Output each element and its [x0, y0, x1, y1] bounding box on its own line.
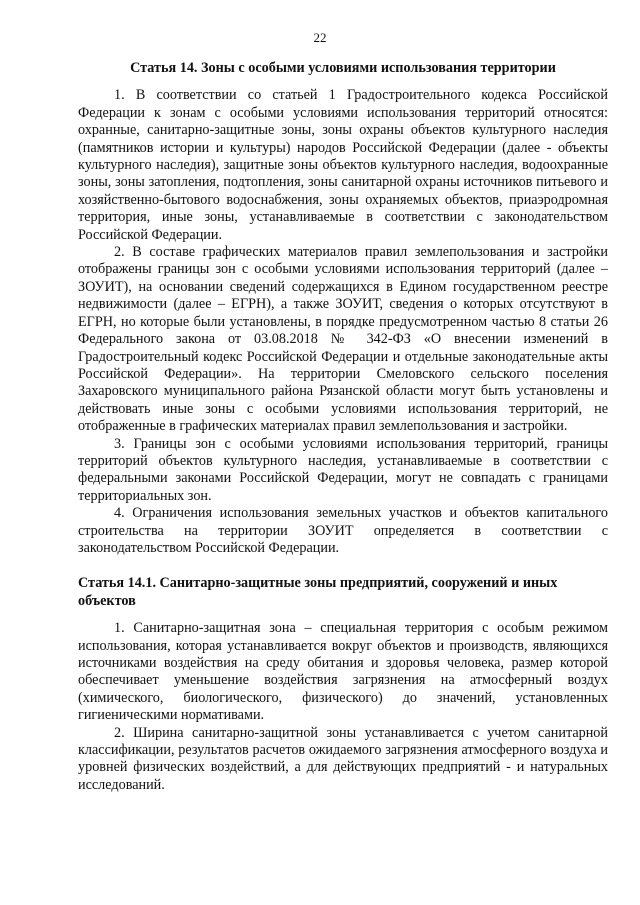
- article-14-paragraph-3: 3. Границы зон с особыми условиями использования территорий, границы территорий объектов культурного наследия, устанавливаемые в соответствии с федеральными законами Российской Федерации, могут не совпадать с границами территориальных зон.: [78, 435, 608, 504]
- article-14-paragraph-1: 1. В соответствии со статьей 1 Градостроительного кодекса Российской Федерации к зонам с особыми условиями использования территорий относятся: охранные, санитарно-защитные зоны, зоны охраны объектов культурного наследия (памятников истории и культуры) народов Российской Федерации (далее - объекты культурного наследия), защитные зоны объектов культурного наследия, водоохранные зоны, зоны затопления, подтопления, зоны санитарной охраны источников питьевого и хозяйственно-бытового водоснабжения, зоны охраняемых объектов, приаэродромная территория, иные зоны, устанавливаемые в соответствии с законодательством Российской Федерации.: [78, 87, 608, 243]
- page-number: 22: [313, 30, 327, 45]
- document-body: [78, 60, 608, 794]
- article-14-1-paragraph-2: 2. Ширина санитарно-защитной зоны устанавливается с учетом санитарной классификации, результатов расчетов ожидаемого загрязнения атмосферного воздуха и уровней физических воздействий, а для действующих предприятий - и натуральных исследований.: [78, 724, 608, 793]
- article-14-paragraph-4: 4. Ограничения использования земельных участков и объектов капитального строительства на территории ЗОУИТ определяется в соответствии с законодательством Российской Федерации.: [78, 505, 608, 556]
- article-14-paragraph-2: 2. В составе графических материалов правил землепользования и застройки отображены границы зон с особыми условиями использования территорий (далее – ЗОУИТ), на основании сведений содержащихся в Едином государственном реестре недвижимости (далее – ЕГРН), а также ЗОУИТ, сведения о которых отсутствуют в ЕГРН, но которые были установлены, в порядке предусмотренном частью 8 статьи 26 Федерального закона от 03.08.2018 № 342-ФЗ «О внесении изменений в Градостроительный кодекс Российской Федерации и отдельные законодательные акты Российской Федерации». На территории Смеловского сельского поселения Захаровского муниципального района Рязанской области могут быть установлены и действовать иные зоны с особыми условиями использования территорий, не отображенные в графических материалах правил землепользования и застройки.: [78, 244, 608, 435]
- article-14-1-heading: Статья 14.1. Санитарно-защитные зоны предприятий, сооружений и иных объектов: [78, 575, 558, 609]
- article-14-heading: Статья 14. Зоны с особыми условиями использования территории: [130, 60, 556, 76]
- section-spacer: [78, 557, 608, 575]
- article-14-1-paragraph-1: 1. Санитарно-защитная зона – специальная территория с особым режимом использования, которая устанавливается вокруг объектов и производств, являющихся источниками воздействия на среду обитания и здоровья человека, размер которой обеспечивает уменьшение воздействия загрязнения на атмосферный воздух (химического, биологического, физического) до значений, установленных гигиеническими нормативами.: [78, 620, 608, 724]
